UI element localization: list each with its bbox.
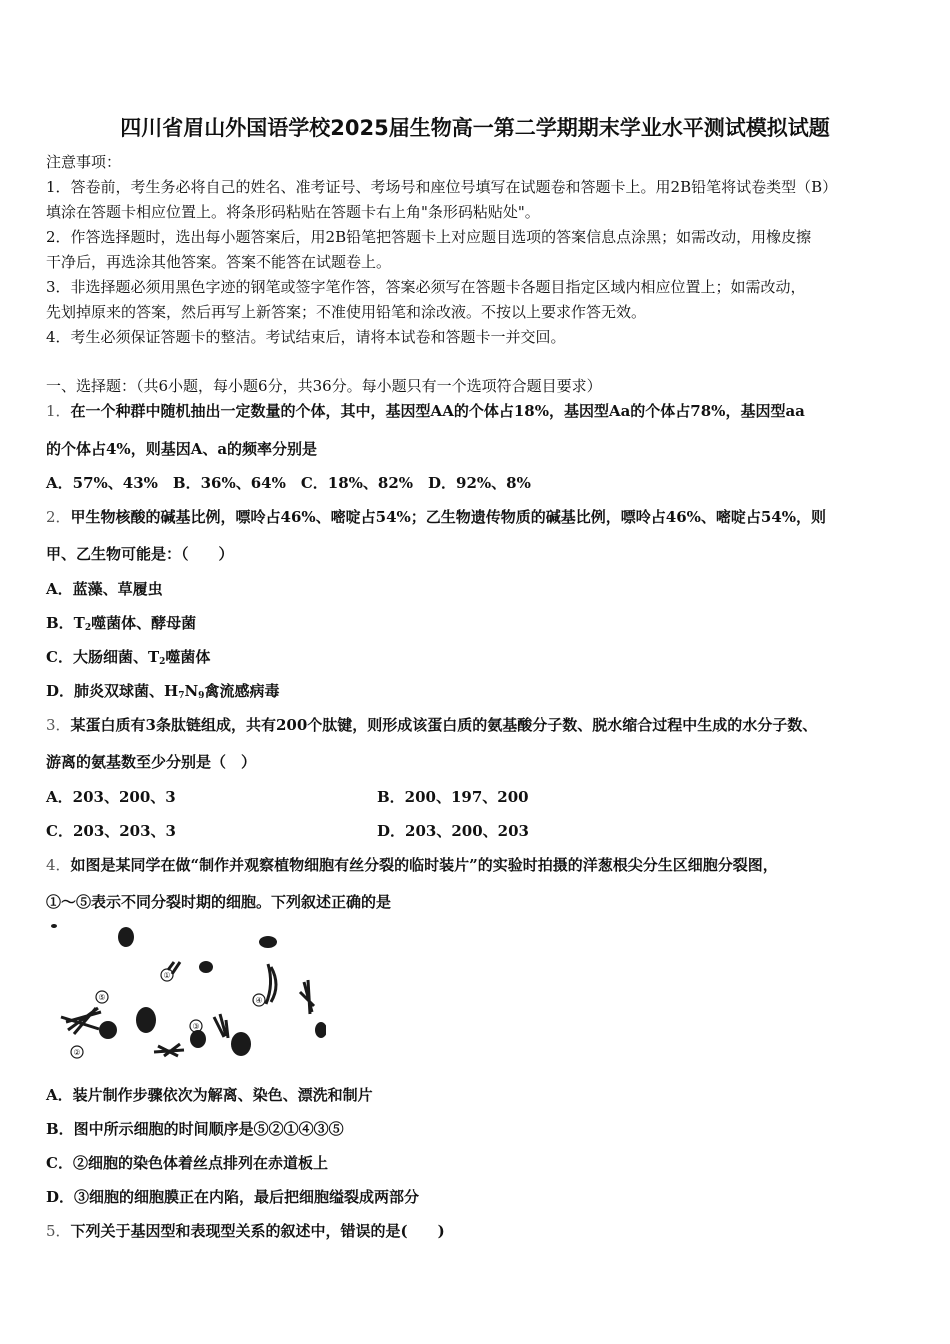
section-heading: 一、选择题：（共6小题，每小题6分，共36分。每小题只有一个选项符合题目要求） bbox=[46, 377, 602, 395]
figure-label-2: ② bbox=[73, 1048, 81, 1057]
option-text: 噬菌体、酵母菌 bbox=[91, 614, 197, 632]
option-b: B．图中所示细胞的时间顺序是⑤②①④③⑤ bbox=[46, 1120, 344, 1138]
option-text: C．大肠细菌、T bbox=[46, 648, 160, 666]
notice-line: 干净后，再选涂其他答案。答案不能答在试题卷上。 bbox=[46, 253, 392, 271]
option-text: 噬菌体 bbox=[165, 648, 211, 666]
question-4-cont: ①～⑤表示不同分裂时期的细胞。下列叙述正确的是 bbox=[46, 893, 392, 911]
question-3 bbox=[46, 715, 817, 735]
subscript: 7 bbox=[178, 691, 185, 701]
subscript: 9 bbox=[198, 691, 205, 701]
figure-label-1: ① bbox=[163, 971, 171, 980]
notice-line: 填涂在答题卡相应位置上。将条形码粘贴在答题卡右上角"条形码粘贴处"。 bbox=[46, 203, 540, 221]
notice-heading: 注意事项： bbox=[46, 153, 122, 171]
option-a: A．203、200、3 bbox=[46, 788, 176, 806]
option-c: C．②细胞的染色体着丝点排列在赤道板上 bbox=[46, 1154, 328, 1172]
question-2 bbox=[46, 507, 826, 527]
question-number: 4． bbox=[46, 856, 71, 874]
figure-label-4: ④ bbox=[255, 996, 263, 1005]
question-3-cont: 游离的氨基数至少分别是（ ） bbox=[46, 753, 257, 771]
option-text: 禽流感病毒 bbox=[204, 682, 280, 700]
notice-line: 4．考生必须保证答题卡的整洁。考试结束后，请将本试卷和答题卡一并交回。 bbox=[46, 328, 566, 346]
question-1-options: A．57%、43% B．36%、64% C．18%、82% D．92%、8% bbox=[46, 474, 531, 492]
question-stem: 某蛋白质有3条肽链组成，共有200个肽键，则形成该蛋白质的氨基酸分子数、脱水缩合过程中生成的水分子数、 bbox=[70, 716, 818, 734]
question-stem: 甲生物核酸的碱基比例，嘌呤占46%、嘧啶占54%；乙生物遗传物质的碱基比例，嘌呤占46%、嘧啶占54%，则 bbox=[70, 508, 827, 526]
question-number: 2． bbox=[46, 508, 71, 526]
notice-line: 3．非选择题必须用黑色字迹的钢笔或签字笔作答，答案必须写在答题卡各题目指定区域内相应位置上；如需改动， bbox=[46, 278, 806, 296]
option-c: C．203、203、3 bbox=[46, 822, 176, 840]
subscript: 2 bbox=[84, 623, 92, 633]
option-d bbox=[46, 681, 279, 706]
question-number: 1． bbox=[46, 402, 71, 420]
option-a: A．装片制作步骤依次为解离、染色、漂洗和制片 bbox=[46, 1086, 373, 1104]
cell-division-micrograph bbox=[46, 922, 326, 1062]
figure-label-3: ③ bbox=[192, 1022, 200, 1031]
question-stem: 在一个种群中随机抽出一定数量的个体，其中，基因型AA的个体占18%，基因型Aa的个体占78%，基因型aa bbox=[70, 402, 805, 420]
exam-title: 四川省眉山外国语学校2025届生物高一第二学期期末学业水平测试模拟试题 bbox=[120, 116, 830, 140]
option-text: D．肺炎双球菌、H bbox=[46, 682, 179, 700]
question-stem: 如图是某同学在做“制作并观察植物细胞有丝分裂的临时装片”的实验时拍摄的洋葱根尖分生区细胞分裂图， bbox=[70, 856, 778, 874]
question-4 bbox=[46, 855, 778, 875]
question-number: 5． bbox=[46, 1222, 71, 1240]
subscript: 2 bbox=[159, 657, 166, 667]
question-stem: 下列关于基因型和表现型关系的叙述中，错误的是( ) bbox=[70, 1222, 445, 1240]
question-1 bbox=[46, 401, 805, 421]
option-text: N bbox=[184, 682, 199, 700]
figure-label-5: ⑤ bbox=[98, 993, 106, 1002]
question-2-cont: 甲、乙生物可能是：（ ） bbox=[46, 545, 234, 563]
option-d: D．203、200、203 bbox=[377, 822, 529, 840]
question-number: 3． bbox=[46, 716, 71, 734]
option-text: B．T bbox=[46, 614, 85, 632]
option-c bbox=[46, 647, 210, 672]
option-b: B．200、197、200 bbox=[377, 788, 529, 806]
notice-line: 先划掉原来的答案，然后再写上新答案；不准使用铅笔和涂改液。不按以上要求作答无效。 bbox=[46, 303, 647, 321]
option-b bbox=[46, 613, 196, 638]
notice-line: 2．作答选择题时，选出每小题答案后，用2B铅笔把答题卡上对应题目选项的答案信息点涂黑；如需改动，用橡皮擦 bbox=[46, 228, 812, 246]
option-d: D．③细胞的细胞膜正在内陷，最后把细胞缢裂成两部分 bbox=[46, 1188, 420, 1206]
option-a: A．蓝藻、草履虫 bbox=[46, 580, 163, 598]
notice-line: 1．答卷前，考生务必将自己的姓名、准考证号、考场号和座位号填写在试题卷和答题卡上。用2B铅笔将试卷类型（B） bbox=[46, 178, 838, 196]
question-1-cont: 的个体占4%，则基因A、a的频率分别是 bbox=[46, 440, 318, 458]
question-5 bbox=[46, 1221, 445, 1241]
